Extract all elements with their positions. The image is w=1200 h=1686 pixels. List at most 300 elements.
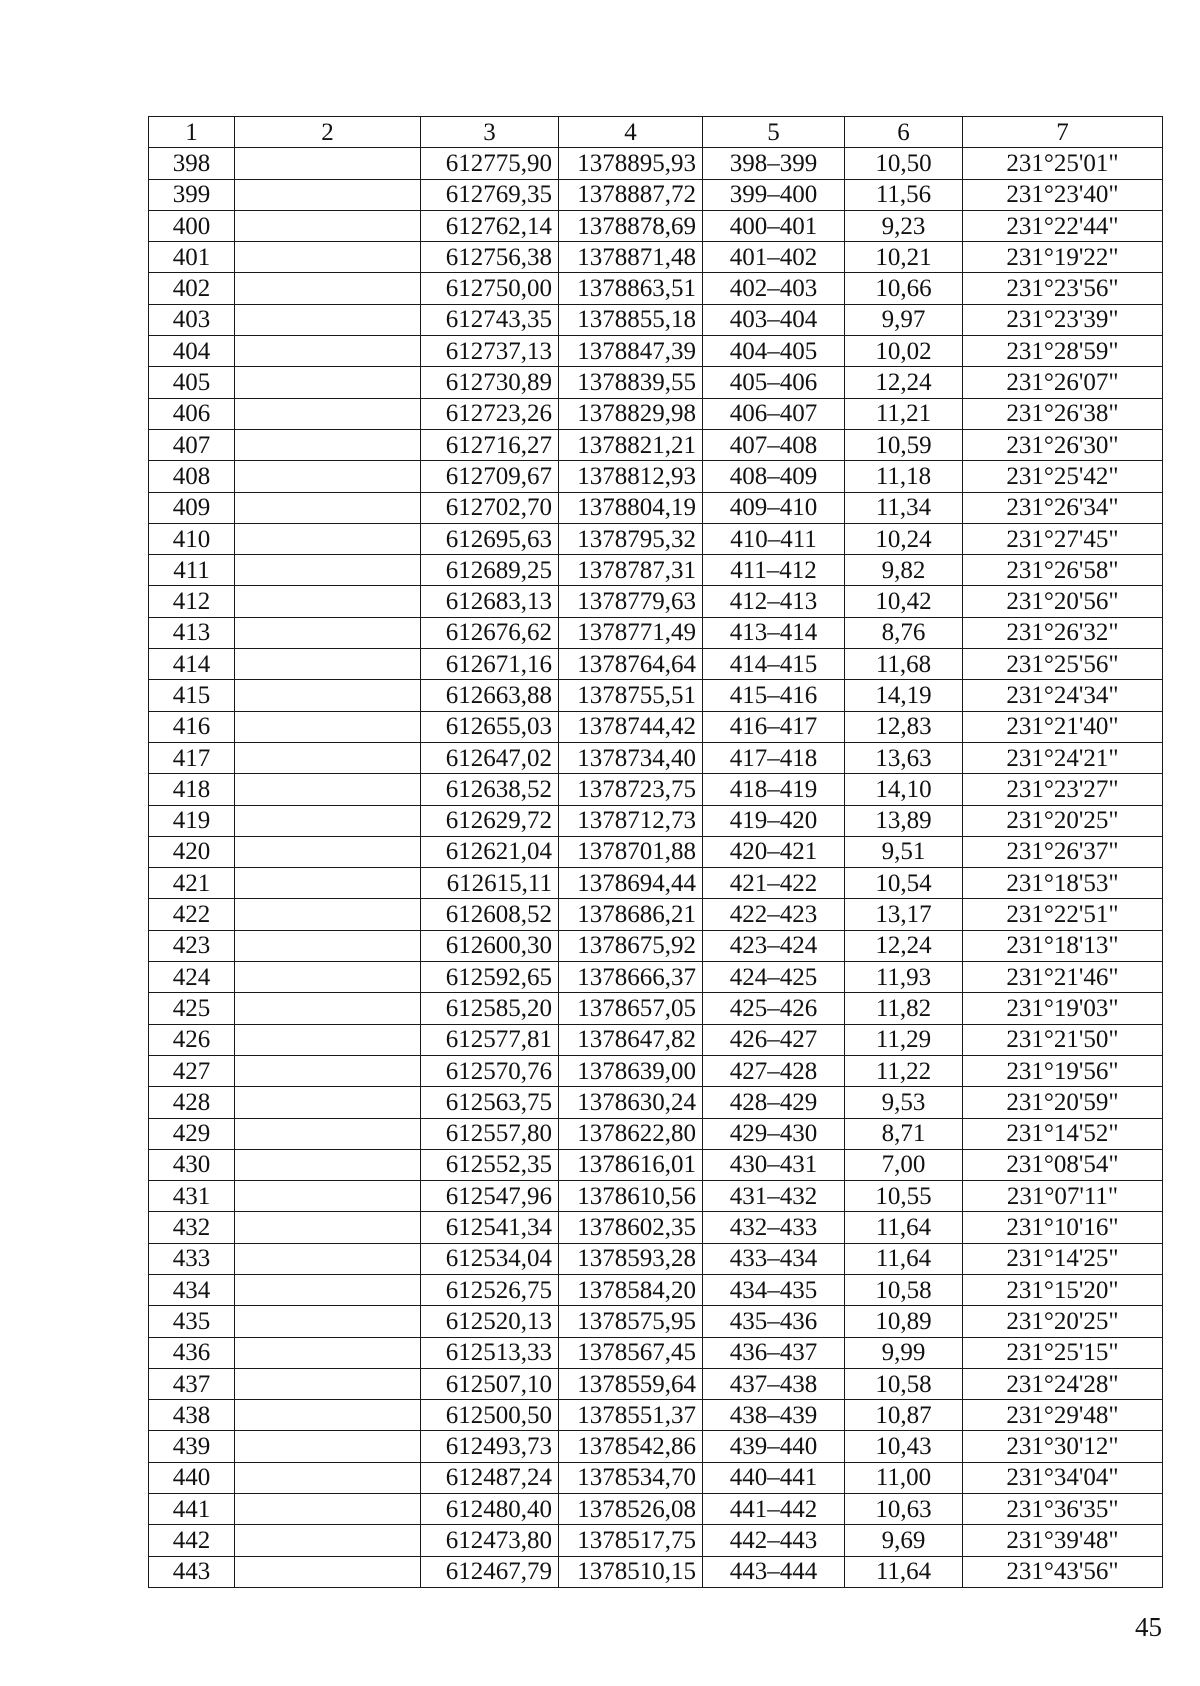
table-row bbox=[149, 461, 1163, 492]
cell-coordinate-x: 612709,67 bbox=[421, 461, 559, 492]
cell-point-number: 401 bbox=[149, 242, 235, 273]
cell-coordinate-x: 612600,30 bbox=[421, 930, 559, 961]
table-row bbox=[149, 993, 1163, 1024]
cell-bearing: 231°26'07" bbox=[963, 367, 1163, 398]
cell-point-name bbox=[235, 1462, 421, 1493]
cell-segment: 431–432 bbox=[703, 1181, 845, 1212]
cell-segment: 411–412 bbox=[703, 555, 845, 586]
cell-segment: 429–430 bbox=[703, 1118, 845, 1149]
cell-coordinate-x: 612716,27 bbox=[421, 429, 559, 460]
cell-point-number: 433 bbox=[149, 1243, 235, 1274]
cell-coordinate-y: 1378575,95 bbox=[559, 1306, 703, 1337]
cell-point-name bbox=[235, 304, 421, 335]
cell-coordinate-y: 1378616,01 bbox=[559, 1149, 703, 1180]
cell-point-number: 424 bbox=[149, 962, 235, 993]
cell-point-name bbox=[235, 930, 421, 961]
cell-bearing: 231°26'32" bbox=[963, 617, 1163, 648]
cell-segment: 435–436 bbox=[703, 1306, 845, 1337]
cell-distance: 10,59 bbox=[845, 429, 963, 460]
cell-bearing: 231°26'30" bbox=[963, 429, 1163, 460]
cell-coordinate-x: 612621,04 bbox=[421, 836, 559, 867]
cell-coordinate-y: 1378610,56 bbox=[559, 1181, 703, 1212]
cell-bearing: 231°19'03" bbox=[963, 993, 1163, 1024]
cell-coordinate-x: 612563,75 bbox=[421, 1087, 559, 1118]
cell-point-number: 436 bbox=[149, 1337, 235, 1368]
cell-distance: 9,23 bbox=[845, 210, 963, 241]
table-row bbox=[149, 1024, 1163, 1055]
cell-distance: 10,42 bbox=[845, 586, 963, 617]
table-row bbox=[149, 586, 1163, 617]
cell-segment: 418–419 bbox=[703, 774, 845, 805]
table-row bbox=[149, 242, 1163, 273]
cell-segment: 433–434 bbox=[703, 1243, 845, 1274]
cell-point-number: 437 bbox=[149, 1368, 235, 1399]
cell-segment: 440–441 bbox=[703, 1462, 845, 1493]
cell-segment: 437–438 bbox=[703, 1368, 845, 1399]
cell-point-number: 402 bbox=[149, 273, 235, 304]
cell-distance: 8,76 bbox=[845, 617, 963, 648]
table-row bbox=[149, 398, 1163, 429]
cell-point-name bbox=[235, 1055, 421, 1086]
cell-coordinate-y: 1378510,15 bbox=[559, 1556, 703, 1587]
cell-bearing: 231°39'48" bbox=[963, 1525, 1163, 1556]
table-row bbox=[149, 1337, 1163, 1368]
cell-bearing: 231°30'12" bbox=[963, 1431, 1163, 1462]
cell-bearing: 231°21'50" bbox=[963, 1024, 1163, 1055]
cell-distance: 11,64 bbox=[845, 1243, 963, 1274]
cell-segment: 412–413 bbox=[703, 586, 845, 617]
cell-distance: 11,00 bbox=[845, 1462, 963, 1493]
cell-distance: 12,83 bbox=[845, 711, 963, 742]
cell-distance: 11,64 bbox=[845, 1556, 963, 1587]
cell-distance: 11,34 bbox=[845, 492, 963, 523]
cell-point-name bbox=[235, 836, 421, 867]
column-header: 4 bbox=[559, 117, 703, 148]
cell-coordinate-y: 1378542,86 bbox=[559, 1431, 703, 1462]
cell-point-number: 430 bbox=[149, 1149, 235, 1180]
cell-segment: 402–403 bbox=[703, 273, 845, 304]
cell-coordinate-x: 612570,76 bbox=[421, 1055, 559, 1086]
cell-coordinate-x: 612743,35 bbox=[421, 304, 559, 335]
cell-point-number: 423 bbox=[149, 930, 235, 961]
cell-distance: 14,10 bbox=[845, 774, 963, 805]
cell-bearing: 231°23'27" bbox=[963, 774, 1163, 805]
cell-coordinate-y: 1378686,21 bbox=[559, 899, 703, 930]
cell-coordinate-y: 1378567,45 bbox=[559, 1337, 703, 1368]
cell-point-name bbox=[235, 1525, 421, 1556]
cell-segment: 436–437 bbox=[703, 1337, 845, 1368]
cell-distance: 11,18 bbox=[845, 461, 963, 492]
table-row bbox=[149, 1087, 1163, 1118]
cell-distance: 11,56 bbox=[845, 179, 963, 210]
cell-distance: 11,82 bbox=[845, 993, 963, 1024]
cell-coordinate-y: 1378675,92 bbox=[559, 930, 703, 961]
table-row bbox=[149, 805, 1163, 836]
cell-bearing: 231°26'37" bbox=[963, 836, 1163, 867]
cell-point-number: 416 bbox=[149, 711, 235, 742]
cell-bearing: 231°08'54" bbox=[963, 1149, 1163, 1180]
cell-coordinate-y: 1378694,44 bbox=[559, 868, 703, 899]
cell-coordinate-x: 612592,65 bbox=[421, 962, 559, 993]
cell-coordinate-x: 612608,52 bbox=[421, 899, 559, 930]
cell-coordinate-x: 612638,52 bbox=[421, 774, 559, 805]
cell-point-number: 432 bbox=[149, 1212, 235, 1243]
table-row bbox=[149, 304, 1163, 335]
cell-point-number: 440 bbox=[149, 1462, 235, 1493]
cell-coordinate-y: 1378887,72 bbox=[559, 179, 703, 210]
cell-segment: 432–433 bbox=[703, 1212, 845, 1243]
cell-segment: 430–431 bbox=[703, 1149, 845, 1180]
table-body bbox=[149, 148, 1163, 1588]
cell-segment: 425–426 bbox=[703, 993, 845, 1024]
cell-bearing: 231°26'58" bbox=[963, 555, 1163, 586]
cell-bearing: 231°28'59" bbox=[963, 336, 1163, 367]
cell-coordinate-x: 612671,16 bbox=[421, 649, 559, 680]
cell-segment: 403–404 bbox=[703, 304, 845, 335]
cell-bearing: 231°20'25" bbox=[963, 805, 1163, 836]
table-row bbox=[149, 555, 1163, 586]
cell-bearing: 231°34'04" bbox=[963, 1462, 1163, 1493]
table-row bbox=[149, 617, 1163, 648]
cell-bearing: 231°24'28" bbox=[963, 1368, 1163, 1399]
cell-point-name bbox=[235, 1368, 421, 1399]
cell-distance: 9,82 bbox=[845, 555, 963, 586]
cell-segment: 407–408 bbox=[703, 429, 845, 460]
cell-point-number: 429 bbox=[149, 1118, 235, 1149]
cell-point-number: 409 bbox=[149, 492, 235, 523]
table-row bbox=[149, 868, 1163, 899]
cell-bearing: 231°18'13" bbox=[963, 930, 1163, 961]
cell-coordinate-x: 612769,35 bbox=[421, 179, 559, 210]
cell-point-name bbox=[235, 461, 421, 492]
cell-point-number: 425 bbox=[149, 993, 235, 1024]
cell-point-number: 421 bbox=[149, 868, 235, 899]
table-row bbox=[149, 1212, 1163, 1243]
table-row bbox=[149, 367, 1163, 398]
table-row bbox=[149, 836, 1163, 867]
cell-distance: 10,54 bbox=[845, 868, 963, 899]
cell-point-name bbox=[235, 523, 421, 554]
column-header: 5 bbox=[703, 117, 845, 148]
cell-point-number: 435 bbox=[149, 1306, 235, 1337]
cell-bearing: 231°19'56" bbox=[963, 1055, 1163, 1086]
cell-distance: 10,55 bbox=[845, 1181, 963, 1212]
table-row bbox=[149, 179, 1163, 210]
cell-coordinate-x: 612557,80 bbox=[421, 1118, 559, 1149]
cell-segment: 409–410 bbox=[703, 492, 845, 523]
cell-point-name bbox=[235, 1400, 421, 1431]
cell-bearing: 231°26'38" bbox=[963, 398, 1163, 429]
cell-coordinate-y: 1378647,82 bbox=[559, 1024, 703, 1055]
table-row bbox=[149, 742, 1163, 773]
cell-point-name bbox=[235, 1243, 421, 1274]
cell-distance: 11,93 bbox=[845, 962, 963, 993]
cell-bearing: 231°20'56" bbox=[963, 586, 1163, 617]
cell-point-name bbox=[235, 1024, 421, 1055]
cell-coordinate-y: 1378895,93 bbox=[559, 148, 703, 179]
cell-bearing: 231°20'25" bbox=[963, 1306, 1163, 1337]
cell-coordinate-x: 612730,89 bbox=[421, 367, 559, 398]
cell-coordinate-y: 1378771,49 bbox=[559, 617, 703, 648]
cell-segment: 417–418 bbox=[703, 742, 845, 773]
cell-coordinate-y: 1378779,63 bbox=[559, 586, 703, 617]
table-row bbox=[149, 1494, 1163, 1525]
cell-coordinate-x: 612683,13 bbox=[421, 586, 559, 617]
cell-point-name bbox=[235, 1181, 421, 1212]
cell-point-number: 420 bbox=[149, 836, 235, 867]
cell-point-number: 441 bbox=[149, 1494, 235, 1525]
cell-point-number: 407 bbox=[149, 429, 235, 460]
cell-segment: 443–444 bbox=[703, 1556, 845, 1587]
cell-coordinate-y: 1378712,73 bbox=[559, 805, 703, 836]
cell-point-name bbox=[235, 1212, 421, 1243]
cell-coordinate-x: 612552,35 bbox=[421, 1149, 559, 1180]
table-row bbox=[149, 1149, 1163, 1180]
cell-coordinate-y: 1378526,08 bbox=[559, 1494, 703, 1525]
cell-segment: 421–422 bbox=[703, 868, 845, 899]
cell-point-number: 413 bbox=[149, 617, 235, 648]
cell-coordinate-x: 612541,34 bbox=[421, 1212, 559, 1243]
cell-segment: 399–400 bbox=[703, 179, 845, 210]
column-header: 2 bbox=[235, 117, 421, 148]
cell-segment: 401–402 bbox=[703, 242, 845, 273]
cell-segment: 434–435 bbox=[703, 1274, 845, 1305]
cell-coordinate-x: 612585,20 bbox=[421, 993, 559, 1024]
table-row bbox=[149, 273, 1163, 304]
cell-coordinate-y: 1378821,21 bbox=[559, 429, 703, 460]
table-row bbox=[149, 1525, 1163, 1556]
cell-point-number: 412 bbox=[149, 586, 235, 617]
cell-point-number: 431 bbox=[149, 1181, 235, 1212]
cell-point-number: 414 bbox=[149, 649, 235, 680]
cell-bearing: 231°29'48" bbox=[963, 1400, 1163, 1431]
cell-coordinate-y: 1378795,32 bbox=[559, 523, 703, 554]
cell-point-name bbox=[235, 492, 421, 523]
cell-point-number: 439 bbox=[149, 1431, 235, 1462]
cell-bearing: 231°36'35" bbox=[963, 1494, 1163, 1525]
cell-coordinate-x: 612473,80 bbox=[421, 1525, 559, 1556]
table-row bbox=[149, 1368, 1163, 1399]
cell-bearing: 231°21'40" bbox=[963, 711, 1163, 742]
cell-point-number: 443 bbox=[149, 1556, 235, 1587]
cell-segment: 405–406 bbox=[703, 367, 845, 398]
cell-segment: 404–405 bbox=[703, 336, 845, 367]
cell-coordinate-y: 1378639,00 bbox=[559, 1055, 703, 1086]
table-row bbox=[149, 962, 1163, 993]
cell-point-name bbox=[235, 148, 421, 179]
cell-coordinate-y: 1378744,42 bbox=[559, 711, 703, 742]
cell-coordinate-y: 1378701,88 bbox=[559, 836, 703, 867]
table-row bbox=[149, 1556, 1163, 1587]
cell-segment: 398–399 bbox=[703, 148, 845, 179]
cell-coordinate-y: 1378839,55 bbox=[559, 367, 703, 398]
table-row bbox=[149, 1306, 1163, 1337]
cell-bearing: 231°18'53" bbox=[963, 868, 1163, 899]
cell-coordinate-y: 1378734,40 bbox=[559, 742, 703, 773]
cell-segment: 439–440 bbox=[703, 1431, 845, 1462]
cell-point-name bbox=[235, 586, 421, 617]
table-row bbox=[149, 1431, 1163, 1462]
cell-point-number: 422 bbox=[149, 899, 235, 930]
cell-bearing: 231°43'56" bbox=[963, 1556, 1163, 1587]
cell-coordinate-y: 1378878,69 bbox=[559, 210, 703, 241]
cell-bearing: 231°19'22" bbox=[963, 242, 1163, 273]
cell-point-name bbox=[235, 1431, 421, 1462]
cell-bearing: 231°21'46" bbox=[963, 962, 1163, 993]
cell-coordinate-y: 1378829,98 bbox=[559, 398, 703, 429]
cell-point-number: 398 bbox=[149, 148, 235, 179]
cell-point-number: 410 bbox=[149, 523, 235, 554]
cell-coordinate-y: 1378593,28 bbox=[559, 1243, 703, 1274]
cell-coordinate-x: 612737,13 bbox=[421, 336, 559, 367]
cell-bearing: 231°25'56" bbox=[963, 649, 1163, 680]
cell-point-name bbox=[235, 1306, 421, 1337]
cell-coordinate-x: 612629,72 bbox=[421, 805, 559, 836]
cell-coordinate-x: 612655,03 bbox=[421, 711, 559, 742]
cell-bearing: 231°14'52" bbox=[963, 1118, 1163, 1149]
cell-coordinate-y: 1378847,39 bbox=[559, 336, 703, 367]
cell-point-name bbox=[235, 1337, 421, 1368]
cell-coordinate-y: 1378559,64 bbox=[559, 1368, 703, 1399]
cell-point-number: 434 bbox=[149, 1274, 235, 1305]
cell-point-name bbox=[235, 179, 421, 210]
column-header: 6 bbox=[845, 117, 963, 148]
table-row bbox=[149, 1274, 1163, 1305]
cell-bearing: 231°23'56" bbox=[963, 273, 1163, 304]
cell-distance: 9,53 bbox=[845, 1087, 963, 1118]
cell-distance: 9,69 bbox=[845, 1525, 963, 1556]
cell-coordinate-x: 612689,25 bbox=[421, 555, 559, 586]
cell-coordinate-y: 1378622,80 bbox=[559, 1118, 703, 1149]
header-row bbox=[149, 117, 1163, 148]
cell-point-number: 399 bbox=[149, 179, 235, 210]
table-row bbox=[149, 711, 1163, 742]
cell-segment: 428–429 bbox=[703, 1087, 845, 1118]
cell-segment: 419–420 bbox=[703, 805, 845, 836]
cell-point-number: 400 bbox=[149, 210, 235, 241]
cell-distance: 10,43 bbox=[845, 1431, 963, 1462]
cell-distance: 10,58 bbox=[845, 1274, 963, 1305]
cell-coordinate-x: 612487,24 bbox=[421, 1462, 559, 1493]
cell-distance: 13,63 bbox=[845, 742, 963, 773]
table-row bbox=[149, 1243, 1163, 1274]
cell-coordinate-x: 612723,26 bbox=[421, 398, 559, 429]
cell-segment: 416–417 bbox=[703, 711, 845, 742]
cell-point-number: 403 bbox=[149, 304, 235, 335]
cell-point-number: 417 bbox=[149, 742, 235, 773]
cell-coordinate-x: 612534,04 bbox=[421, 1243, 559, 1274]
table-row bbox=[149, 492, 1163, 523]
cell-point-name bbox=[235, 774, 421, 805]
cell-point-name bbox=[235, 210, 421, 241]
table-row bbox=[149, 680, 1163, 711]
cell-distance: 13,17 bbox=[845, 899, 963, 930]
cell-point-number: 426 bbox=[149, 1024, 235, 1055]
cell-point-name bbox=[235, 649, 421, 680]
cell-distance: 10,58 bbox=[845, 1368, 963, 1399]
cell-bearing: 231°22'44" bbox=[963, 210, 1163, 241]
cell-segment: 422–423 bbox=[703, 899, 845, 930]
cell-point-name bbox=[235, 742, 421, 773]
cell-distance: 11,64 bbox=[845, 1212, 963, 1243]
table-row bbox=[149, 649, 1163, 680]
cell-point-number: 438 bbox=[149, 1400, 235, 1431]
cell-distance: 12,24 bbox=[845, 367, 963, 398]
cell-coordinate-y: 1378666,37 bbox=[559, 962, 703, 993]
cell-distance: 13,89 bbox=[845, 805, 963, 836]
cell-distance: 7,00 bbox=[845, 1149, 963, 1180]
cell-coordinate-x: 612663,88 bbox=[421, 680, 559, 711]
cell-coordinate-x: 612480,40 bbox=[421, 1494, 559, 1525]
cell-coordinate-y: 1378755,51 bbox=[559, 680, 703, 711]
cell-segment: 420–421 bbox=[703, 836, 845, 867]
cell-bearing: 231°15'20" bbox=[963, 1274, 1163, 1305]
cell-coordinate-y: 1378534,70 bbox=[559, 1462, 703, 1493]
cell-point-number: 418 bbox=[149, 774, 235, 805]
cell-point-number: 442 bbox=[149, 1525, 235, 1556]
table-row bbox=[149, 1118, 1163, 1149]
cell-coordinate-x: 612762,14 bbox=[421, 210, 559, 241]
cell-coordinate-x: 612676,62 bbox=[421, 617, 559, 648]
cell-bearing: 231°20'59" bbox=[963, 1087, 1163, 1118]
cell-segment: 442–443 bbox=[703, 1525, 845, 1556]
cell-point-name bbox=[235, 1494, 421, 1525]
table-row bbox=[149, 774, 1163, 805]
cell-coordinate-y: 1378804,19 bbox=[559, 492, 703, 523]
cell-distance: 10,87 bbox=[845, 1400, 963, 1431]
cell-coordinate-x: 612500,50 bbox=[421, 1400, 559, 1431]
cell-coordinate-y: 1378723,75 bbox=[559, 774, 703, 805]
cell-bearing: 231°25'01" bbox=[963, 148, 1163, 179]
cell-coordinate-y: 1378871,48 bbox=[559, 242, 703, 273]
table-header bbox=[149, 117, 1163, 148]
table-row bbox=[149, 523, 1163, 554]
table-row bbox=[149, 148, 1163, 179]
cell-distance: 11,68 bbox=[845, 649, 963, 680]
cell-point-number: 415 bbox=[149, 680, 235, 711]
cell-segment: 424–425 bbox=[703, 962, 845, 993]
cell-point-name bbox=[235, 273, 421, 304]
cell-point-number: 406 bbox=[149, 398, 235, 429]
cell-segment: 400–401 bbox=[703, 210, 845, 241]
cell-bearing: 231°24'21" bbox=[963, 742, 1163, 773]
cell-point-name bbox=[235, 1274, 421, 1305]
coordinates-table bbox=[148, 116, 1163, 1588]
cell-coordinate-y: 1378517,75 bbox=[559, 1525, 703, 1556]
cell-bearing: 231°22'51" bbox=[963, 899, 1163, 930]
cell-coordinate-x: 612647,02 bbox=[421, 742, 559, 773]
table-row bbox=[149, 336, 1163, 367]
table-row bbox=[149, 210, 1163, 241]
cell-distance: 10,63 bbox=[845, 1494, 963, 1525]
cell-bearing: 231°23'39" bbox=[963, 304, 1163, 335]
cell-segment: 406–407 bbox=[703, 398, 845, 429]
cell-point-number: 405 bbox=[149, 367, 235, 398]
cell-bearing: 231°25'15" bbox=[963, 1337, 1163, 1368]
page-number: 45 bbox=[1135, 1612, 1162, 1642]
cell-point-name bbox=[235, 1556, 421, 1587]
cell-segment: 441–442 bbox=[703, 1494, 845, 1525]
cell-point-number: 408 bbox=[149, 461, 235, 492]
cell-coordinate-y: 1378863,51 bbox=[559, 273, 703, 304]
cell-distance: 11,22 bbox=[845, 1055, 963, 1086]
table-row bbox=[149, 1055, 1163, 1086]
cell-bearing: 231°24'34" bbox=[963, 680, 1163, 711]
cell-distance: 14,19 bbox=[845, 680, 963, 711]
table-row bbox=[149, 1181, 1163, 1212]
cell-segment: 438–439 bbox=[703, 1400, 845, 1431]
cell-point-number: 404 bbox=[149, 336, 235, 367]
